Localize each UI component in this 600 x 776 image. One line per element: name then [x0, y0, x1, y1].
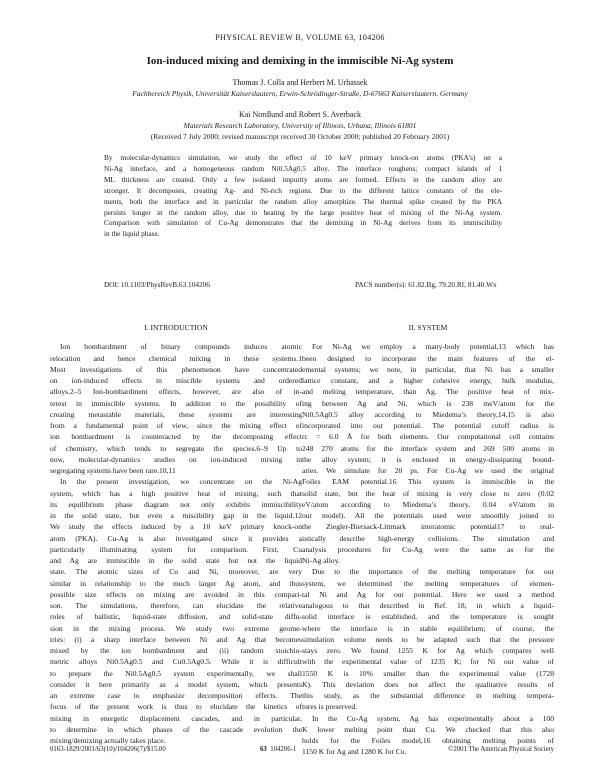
text-line: solid interface is established, and the temperature is sought [302, 612, 554, 622]
footer-copyright: ©2001 The American Physical Society [448, 746, 554, 753]
text-line: our model). All the potentials used were smoothly joined to [302, 511, 554, 520]
text-line: solid state, but the heat of mixing is very close to zero (0.02 [302, 488, 554, 498]
text-line: in the solid state, but even a miscibility gap in the liquid.12 [50, 511, 302, 520]
abstract-line: stronger. It decomposes, creating Ag- and Ni-rich regions. Due to the different lattice constants of the ele- [104, 185, 502, 195]
text-line: analysis procedures for Cu-Ag were the same as for the [302, 544, 554, 554]
text-line: tal Ni and Ag for our potential. Here we used a method [302, 589, 554, 599]
text-line: an extreme case to emphasize decomposition effects. The [50, 691, 302, 700]
text-line: and melting temperature, than Ag. The positive heat of mix- [302, 387, 554, 397]
text-line: been designed to incorporate the main features of the el- [302, 353, 554, 363]
text-line: state. The atomic sizes of Cu and Ni, moreover, are very [50, 567, 302, 577]
text-line: of chemistry, which tends to segregate the species.6–9 Up to [50, 443, 302, 453]
text-line: son. The simulations, therefore, can elucidate the relative [50, 601, 302, 610]
text-line: holds for the Foiles model,16 obtaining melting points of [302, 736, 554, 745]
text-line: tries: (i) a sharp interface between Ni and Ag that becomes [50, 634, 302, 644]
text-line: from a fundamental point of view, since the mixing effect of [50, 421, 302, 430]
text-line: focus of the present work is thus to elucidate the kinetics of [50, 702, 302, 712]
text-line: Ni-Ag alloy. [302, 556, 340, 565]
text-line: mixing in energetic displacement cascades, and in particular, [50, 713, 302, 723]
text-line: segregating systems have been rare.10,11 [50, 466, 176, 475]
text-line: K lower melting point than Cu. We checked that this also [302, 724, 554, 734]
abstract-line: ML thickness are created. Only a few isolated impurity atoms are formed. Effects in the random alloy are [104, 174, 502, 184]
text-line: to determine in which phases of the cascade evolution the [50, 724, 302, 734]
text-line: ion bombardment is counteracted by the decomposing effect [50, 432, 302, 442]
text-line: terest in immiscible systems. In addition to the possibility of [50, 398, 302, 408]
abstract [104, 153, 502, 240]
text-line: sion in the mixing process. We study two extreme geome- [50, 623, 302, 633]
footer-volume: 63 [260, 746, 267, 753]
text-line: consider it here primarily as a model system, which presents [50, 679, 302, 689]
text-line: where the interface is in stable equilibrium; of course, the [302, 623, 554, 633]
text-line: metric alloys Ni0.5Ag0.5 and Cu0.5Ag0.5. While it is difficult [50, 657, 302, 667]
text-line: its equilibrium phase diagram not only exhibits immiscibility [50, 499, 302, 509]
text-line: roles of ballistic, liquid-state diffusion, and solid-state diffu- [50, 612, 302, 622]
text-line: atom (PKA). Cu-Ag is also investigated since it provides a [50, 533, 302, 543]
paper-title: Ion-induced mixing and demixing in the immiscible Ni-Ag system [146, 55, 454, 67]
section-heading-system: II. SYSTEM [408, 323, 448, 332]
text-line: aries. We simulate for 20 ps. For Cu-Ag we used the original [302, 466, 554, 475]
text-line: mixed by the ion bombardment and (ii) random stoichio- [50, 646, 302, 655]
text-line: emental systems; we note, in particular, that Ni has a smaller [302, 364, 554, 374]
text-line: possible size effects on mixing are avoided in this compari- [50, 589, 302, 599]
text-line: system, which has a high positive heat of mixing, such that [50, 488, 302, 498]
abstract-line: By molecular-dynamics simulation, we study the effect of 10 keV primary knock-on atoms (PKA’s) on a [104, 153, 502, 162]
text-line: creating metastable materials, these systems are interesting [50, 409, 302, 419]
authors-group-1: Thomas J. Colla and Herbert M. Urbassek [232, 78, 368, 87]
text-line: rc = 6.0 Å for both elements. Our computational cell contains [302, 432, 554, 442]
abstract-line: Comparison with simulation of Cu-Ag demonstrates that the demixing in Ni-Ag derives from its immiscibility [104, 218, 502, 228]
text-line: 1550 K is 10% smaller than the experimental value (1728 [302, 668, 554, 678]
journal-header: PHYSICAL REVIEW B, VOLUME 63, 104206 [215, 33, 385, 42]
text-line: particularly illuminating system for comparison. First, Cu [50, 544, 302, 554]
text-line: For Ni-Ag we employ a many-body potential,13 which has [312, 342, 554, 352]
section-heading-introduction: I. INTRODUCTION [144, 323, 208, 332]
text-line: with the experimental value of 1235 K; for Ni our value of [302, 657, 554, 667]
text-line: similar in relationship to the much larger Ag atom, and thus [50, 578, 302, 588]
text-line: the alloy system; it is enclosed in energy-dissipating bound- [302, 454, 554, 464]
text-line: tures is preserved. [302, 702, 358, 712]
text-line: We study the effects induced by a 10 keV primary knock-on [50, 522, 302, 532]
text-line: eV/atom according to Miedema’s theory, 0.04 eV/atom in [302, 499, 554, 509]
text-line: analogous to that described in Ref. 18, in which a liquid- [302, 601, 554, 610]
footer-page-number [260, 746, 296, 753]
text-line: istically describe high-energy collisions. The simulation and [302, 533, 554, 543]
footer-code: 0163-1829/2001/63(10)/104206(7)/$15.00 [50, 746, 166, 753]
pacs-numbers: PACS number(s): 61.82.Bg, 79.20.Rf, 81.40.Wx [355, 280, 497, 289]
text-line: Foiles EAM potential.16 This system is immiscible in the [302, 477, 554, 487]
text-line: on ion-induced effects in miscible systems and ordered [50, 376, 302, 385]
text-line: 1150 K for Ag and 1280 K for Cu. [302, 747, 407, 757]
text-line: simulation volume needs to be adapted such that the pressure [302, 634, 554, 644]
text-line: system, we determined the melting temperatures of elemen- [302, 578, 554, 588]
abstract-line: persists longer in the random alloy, due to heating by the large positive heat of mixing of the Ni-Ag system. [104, 207, 502, 217]
abstract-line: in the liquid phase. [104, 229, 160, 239]
text-line: lattice constant, and a higher cohesive energy, bulk modulus, [302, 376, 554, 385]
doi: DOI: 10.1103/PhysRevB.63.104206 [104, 280, 210, 289]
text-line: mixing/demixing actually takes place. [50, 736, 166, 745]
text-line: 248 270 atoms for the interface system and 269 500 atoms in [302, 443, 554, 453]
right-column [302, 322, 554, 758]
text-line: In the present investigation, we concentrate on the Ni-Ag [60, 477, 302, 487]
text-line: Due to the importance of the melting temperature for our [312, 567, 554, 577]
text-line: relocation and hence chemical mixing in these systems.1 [50, 353, 302, 363]
text-line: In the Cu-Ag system, Ag has experimentally about a 100 [312, 713, 554, 723]
text-line: stays zero. We found 1255 K for Ag which compares well [302, 646, 554, 655]
abstract-line: Ni-Ag interface, and a homogeneous random Ni0.5Ag0.5 alloy. The interface roughens; compact islands of 1 [104, 163, 502, 173]
text-line: incorporated into our potential. The potential cutoff radius is [302, 421, 554, 430]
footer-article-number: 104206-1 [270, 746, 297, 753]
text-line: K). This deviation does not affect the qualitative results of [302, 679, 554, 689]
abstract-line: ments, both the interface and in particular the random alloy amorphize. The thermal spike created by the PKA [104, 196, 502, 206]
text-line: and Ag are immiscible in the solid state but not the liquid [50, 556, 302, 565]
text-line: ing between Ag and Ni, which is 238 meV/atom for the [302, 398, 554, 408]
affiliation-1: Fachbereich Physik, Universität Kaiserslautern, Erwin-Schrödinger-Straße, D-67663 Kaiserslautern, Germany [132, 89, 468, 98]
text-line: the Ziegler-Biersack-Littmark interatomic potential17 to real- [302, 522, 554, 532]
text-line: alloys.2–5 Ion-bombardment effects, however, are also of in- [50, 387, 302, 397]
introduction-body [50, 341, 302, 746]
text-line: Most investigations of this phenomenon have concentrated [50, 364, 302, 374]
affiliation-2: Materials Research Laboratory, University of Illinois, Urbana, Illinois 61801 [183, 121, 417, 130]
system-body [302, 341, 554, 757]
received-dates: (Received 7 July 2000; revised manuscript received 30 October 2000; published 20 February 2001) [150, 132, 450, 141]
text-line: to prepare the Ni0.5Ag0.5 system experimentally, we shall [50, 668, 302, 678]
left-column [50, 322, 302, 746]
authors-group-2: Kai Nordlund and Robert S. Averback [238, 110, 362, 119]
text-line: now, molecular-dynamics studies on ion-induced mixing in [50, 454, 302, 464]
text-line: this study, as the substantial difference in melting tempera- [302, 691, 554, 700]
text-line: Ion bombardment of binary compounds induces atomic [60, 342, 302, 352]
text-line: Ni0.5Ag0.5 alloy according to Miedema’s theory,14,15 is also [302, 409, 554, 419]
